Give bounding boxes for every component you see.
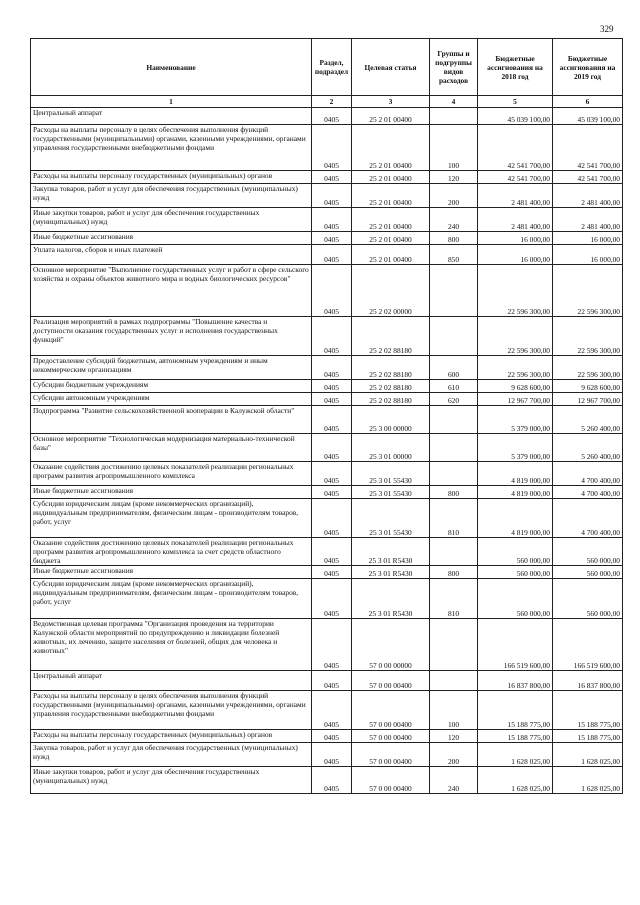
row-alloc-2018: 15 188 775,00 bbox=[478, 730, 553, 743]
row-alloc-2018: 5 379 000,00 bbox=[478, 406, 553, 434]
row-alloc-2018: 42 541 700,00 bbox=[478, 171, 553, 184]
row-expense-group bbox=[430, 406, 478, 434]
row-name: Расходы на выплаты персоналу в целях обеспечения выполнения функций государственными (муниципальными) органами, казенными учреждениями, органами управления государственными внебюджетными фондами bbox=[31, 125, 312, 171]
row-section: 0405 bbox=[312, 730, 352, 743]
row-target-article: 25 3 01 55430 bbox=[352, 499, 430, 538]
row-target-article: 25 2 01 00400 bbox=[352, 108, 430, 125]
row-alloc-2018: 45 039 100,00 bbox=[478, 108, 553, 125]
row-section: 0405 bbox=[312, 462, 352, 486]
row-expense-group: 200 bbox=[430, 184, 478, 208]
row-expense-group bbox=[430, 671, 478, 691]
row-alloc-2018: 12 967 700,00 bbox=[478, 393, 553, 406]
row-name: Иные закупки товаров, работ и услуг для обеспечения государственных (муниципальных) нужд bbox=[31, 767, 312, 794]
row-expense-group bbox=[430, 619, 478, 671]
row-expense-group: 100 bbox=[430, 691, 478, 730]
row-section: 0405 bbox=[312, 538, 352, 566]
row-section: 0405 bbox=[312, 380, 352, 393]
row-section: 0405 bbox=[312, 245, 352, 265]
row-alloc-2018: 22 596 300,00 bbox=[478, 265, 553, 317]
row-alloc-2019: 560 000,00 bbox=[553, 538, 623, 566]
row-target-article: 25 3 01 R5430 bbox=[352, 579, 430, 619]
row-alloc-2018: 16 837 800,00 bbox=[478, 671, 553, 691]
row-target-article: 57 0 00 00000 bbox=[352, 619, 430, 671]
row-section: 0405 bbox=[312, 671, 352, 691]
row-name: Предоставление субсидий бюджетным, автономным учреждениям и иным некоммерческим организациям bbox=[31, 356, 312, 380]
row-target-article: 25 2 01 00400 bbox=[352, 171, 430, 184]
row-alloc-2019: 42 541 700,00 bbox=[553, 171, 623, 184]
row-expense-group: 120 bbox=[430, 730, 478, 743]
row-target-article: 57 0 00 00400 bbox=[352, 743, 430, 767]
budget-table bbox=[30, 38, 623, 794]
table-row bbox=[31, 232, 623, 245]
header-section: Раздел, подраздел bbox=[312, 39, 352, 96]
row-section: 0405 bbox=[312, 393, 352, 406]
row-expense-group: 800 bbox=[430, 232, 478, 245]
table-row bbox=[31, 486, 623, 499]
row-target-article: 57 0 00 00400 bbox=[352, 671, 430, 691]
row-alloc-2018: 15 188 775,00 bbox=[478, 691, 553, 730]
row-target-article: 25 3 01 55430 bbox=[352, 462, 430, 486]
table-row bbox=[31, 184, 623, 208]
row-alloc-2019: 16 837 800,00 bbox=[553, 671, 623, 691]
row-name: Ведомственная целевая программа "Организация проведения на территории Калужской области мероприятий по предупреждению и ликвидации болезней животных, их лечению, защите населения от болезней, общих для человека и животных" bbox=[31, 619, 312, 671]
row-alloc-2019: 4 700 400,00 bbox=[553, 462, 623, 486]
row-alloc-2019: 22 596 300,00 bbox=[553, 356, 623, 380]
table-row bbox=[31, 125, 623, 171]
row-alloc-2018: 9 628 600,00 bbox=[478, 380, 553, 393]
column-number: 3 bbox=[352, 96, 430, 108]
row-alloc-2018: 4 819 000,00 bbox=[478, 499, 553, 538]
row-alloc-2018: 4 819 000,00 bbox=[478, 486, 553, 499]
row-alloc-2019: 4 700 400,00 bbox=[553, 499, 623, 538]
table-row bbox=[31, 108, 623, 125]
row-section: 0405 bbox=[312, 184, 352, 208]
row-alloc-2019: 9 628 600,00 bbox=[553, 380, 623, 393]
row-section: 0405 bbox=[312, 619, 352, 671]
row-name: Иные бюджетные ассигнования bbox=[31, 232, 312, 245]
row-alloc-2019: 1 628 025,00 bbox=[553, 743, 623, 767]
row-target-article: 25 2 01 00400 bbox=[352, 208, 430, 232]
column-number: 6 bbox=[553, 96, 623, 108]
row-section: 0405 bbox=[312, 208, 352, 232]
table-row bbox=[31, 406, 623, 434]
row-alloc-2019: 42 541 700,00 bbox=[553, 125, 623, 171]
row-expense-group: 610 bbox=[430, 380, 478, 393]
row-alloc-2018: 560 000,00 bbox=[478, 538, 553, 566]
row-alloc-2019: 45 039 100,00 bbox=[553, 108, 623, 125]
row-expense-group bbox=[430, 265, 478, 317]
table-row bbox=[31, 317, 623, 356]
row-target-article: 25 2 01 00400 bbox=[352, 245, 430, 265]
row-target-article: 25 3 01 R5430 bbox=[352, 566, 430, 579]
column-number-row bbox=[31, 96, 623, 108]
row-expense-group bbox=[430, 317, 478, 356]
row-alloc-2019: 2 481 400,00 bbox=[553, 184, 623, 208]
row-alloc-2019: 22 596 300,00 bbox=[553, 265, 623, 317]
row-alloc-2018: 2 481 400,00 bbox=[478, 208, 553, 232]
table-row bbox=[31, 743, 623, 767]
row-section: 0405 bbox=[312, 317, 352, 356]
row-target-article: 57 0 00 00400 bbox=[352, 691, 430, 730]
row-target-article: 25 2 02 88180 bbox=[352, 317, 430, 356]
table-row bbox=[31, 579, 623, 619]
row-alloc-2019: 5 260 400,00 bbox=[553, 406, 623, 434]
row-expense-group: 240 bbox=[430, 767, 478, 794]
row-name: Центральный аппарат bbox=[31, 108, 312, 125]
row-name: Иные бюджетные ассигнования bbox=[31, 566, 312, 579]
row-alloc-2018: 16 000,00 bbox=[478, 245, 553, 265]
header-row bbox=[31, 39, 623, 96]
row-section: 0405 bbox=[312, 486, 352, 499]
row-alloc-2019: 22 596 300,00 bbox=[553, 317, 623, 356]
table-row bbox=[31, 619, 623, 671]
row-name: Реализация мероприятий в рамках подпрограммы "Повышение качества и доступности оказания государственных услуг и исполнения государственных функций" bbox=[31, 317, 312, 356]
row-name: Закупка товаров, работ и услуг для обеспечения государственных (муниципальных) нужд bbox=[31, 743, 312, 767]
row-name: Основное мероприятие "Технологическая модернизация материально-технической базы" bbox=[31, 434, 312, 462]
row-target-article: 25 2 02 88180 bbox=[352, 380, 430, 393]
row-section: 0405 bbox=[312, 499, 352, 538]
row-section: 0405 bbox=[312, 265, 352, 317]
header-target-article: Целевая статья bbox=[352, 39, 430, 96]
row-section: 0405 bbox=[312, 356, 352, 380]
row-expense-group bbox=[430, 434, 478, 462]
column-number: 4 bbox=[430, 96, 478, 108]
column-number: 2 bbox=[312, 96, 352, 108]
row-name: Иные закупки товаров, работ и услуг для обеспечения государственных (муниципальных) нужд bbox=[31, 208, 312, 232]
header-alloc-2018: Бюджетные ассигнования на 2018 год bbox=[478, 39, 553, 96]
table-row bbox=[31, 356, 623, 380]
row-target-article: 25 3 01 55430 bbox=[352, 486, 430, 499]
row-target-article: 25 2 01 00400 bbox=[352, 125, 430, 171]
row-section: 0405 bbox=[312, 579, 352, 619]
row-expense-group bbox=[430, 462, 478, 486]
table-row bbox=[31, 265, 623, 317]
row-alloc-2019: 4 700 400,00 bbox=[553, 486, 623, 499]
row-alloc-2019: 12 967 700,00 bbox=[553, 393, 623, 406]
row-expense-group: 100 bbox=[430, 125, 478, 171]
row-section: 0405 bbox=[312, 434, 352, 462]
row-alloc-2019: 1 628 025,00 bbox=[553, 767, 623, 794]
table-row bbox=[31, 730, 623, 743]
row-name: Оказание содействия достижению целевых показателей реализации региональных программ развития агропромышленного комплекса bbox=[31, 462, 312, 486]
row-target-article: 25 3 01 00000 bbox=[352, 434, 430, 462]
row-section: 0405 bbox=[312, 171, 352, 184]
row-alloc-2018: 22 596 300,00 bbox=[478, 317, 553, 356]
column-number: 5 bbox=[478, 96, 553, 108]
row-alloc-2019: 16 000,00 bbox=[553, 245, 623, 265]
row-alloc-2019: 15 188 775,00 bbox=[553, 691, 623, 730]
row-name: Закупка товаров, работ и услуг для обеспечения государственных (муниципальных) нужд bbox=[31, 184, 312, 208]
row-target-article: 25 2 01 00400 bbox=[352, 232, 430, 245]
row-section: 0405 bbox=[312, 406, 352, 434]
row-name: Расходы на выплаты персоналу государственных (муниципальных) органов bbox=[31, 730, 312, 743]
row-alloc-2019: 16 000,00 bbox=[553, 232, 623, 245]
table-row bbox=[31, 538, 623, 566]
row-target-article: 25 2 02 00000 bbox=[352, 265, 430, 317]
header-alloc-2019: Бюджетные ассигнования на 2019 год bbox=[553, 39, 623, 96]
header-name: Наименование bbox=[31, 39, 312, 96]
row-section: 0405 bbox=[312, 125, 352, 171]
row-expense-group: 240 bbox=[430, 208, 478, 232]
row-target-article: 25 2 01 00400 bbox=[352, 184, 430, 208]
row-target-article: 25 3 01 R5430 bbox=[352, 538, 430, 566]
row-alloc-2018: 1 628 025,00 bbox=[478, 767, 553, 794]
table-row bbox=[31, 245, 623, 265]
header-expense-groups: Группы и подгруппы видов расходов bbox=[430, 39, 478, 96]
row-alloc-2019: 560 000,00 bbox=[553, 579, 623, 619]
row-alloc-2018: 4 819 000,00 bbox=[478, 462, 553, 486]
row-name: Основное мероприятие "Выполнение государственных услуг и работ в сфере сельского хозяйства и охраны объектов животного мира и водных биологических ресурсов" bbox=[31, 265, 312, 317]
row-name: Уплата налогов, сборов и иных платежей bbox=[31, 245, 312, 265]
row-alloc-2018: 22 596 300,00 bbox=[478, 356, 553, 380]
row-alloc-2018: 1 628 025,00 bbox=[478, 743, 553, 767]
row-alloc-2018: 5 379 000,00 bbox=[478, 434, 553, 462]
row-name: Расходы на выплаты персоналу в целях обеспечения выполнения функций государственными (муниципальными) органами, казенными учреждениями, органами управления государственными внебюджетными фондами bbox=[31, 691, 312, 730]
table-row bbox=[31, 434, 623, 462]
table-body bbox=[31, 108, 623, 794]
row-expense-group: 620 bbox=[430, 393, 478, 406]
table-row bbox=[31, 380, 623, 393]
row-alloc-2018: 2 481 400,00 bbox=[478, 184, 553, 208]
row-target-article: 57 0 00 00400 bbox=[352, 767, 430, 794]
row-name: Субсидии бюджетным учреждениям bbox=[31, 380, 312, 393]
table-row bbox=[31, 208, 623, 232]
row-alloc-2018: 42 541 700,00 bbox=[478, 125, 553, 171]
row-expense-group: 120 bbox=[430, 171, 478, 184]
row-section: 0405 bbox=[312, 108, 352, 125]
table-row bbox=[31, 462, 623, 486]
row-expense-group: 800 bbox=[430, 566, 478, 579]
row-name: Субсидии автономным учреждениям bbox=[31, 393, 312, 406]
row-target-article: 57 0 00 00400 bbox=[352, 730, 430, 743]
row-alloc-2019: 5 260 400,00 bbox=[553, 434, 623, 462]
row-name: Иные бюджетные ассигнования bbox=[31, 486, 312, 499]
table-row bbox=[31, 671, 623, 691]
row-section: 0405 bbox=[312, 743, 352, 767]
row-alloc-2018: 166 519 600,00 bbox=[478, 619, 553, 671]
row-expense-group bbox=[430, 108, 478, 125]
row-name: Оказание содействия достижению целевых показателей реализации региональных программ развития агропромышленного комплекса за счет средств областного бюджета bbox=[31, 538, 312, 566]
row-expense-group: 800 bbox=[430, 486, 478, 499]
row-section: 0405 bbox=[312, 566, 352, 579]
row-alloc-2018: 16 000,00 bbox=[478, 232, 553, 245]
row-expense-group bbox=[430, 538, 478, 566]
table-row bbox=[31, 499, 623, 538]
row-name: Подпрограмма "Развитие сельскохозяйственной кооперации в Калужской области" bbox=[31, 406, 312, 434]
row-expense-group: 600 bbox=[430, 356, 478, 380]
row-name: Субсидии юридическим лицам (кроме некоммерческих организаций), индивидуальным предпринимателям, физическим лицам - производителям товаров, работ, услуг bbox=[31, 579, 312, 619]
row-section: 0405 bbox=[312, 232, 352, 245]
table-row bbox=[31, 566, 623, 579]
row-expense-group: 850 bbox=[430, 245, 478, 265]
column-number: 1 bbox=[31, 96, 312, 108]
table-row bbox=[31, 393, 623, 406]
row-alloc-2019: 2 481 400,00 bbox=[553, 208, 623, 232]
row-section: 0405 bbox=[312, 691, 352, 730]
row-alloc-2019: 166 519 600,00 bbox=[553, 619, 623, 671]
table-row bbox=[31, 171, 623, 184]
row-alloc-2019: 560 000,00 bbox=[553, 566, 623, 579]
row-expense-group: 810 bbox=[430, 579, 478, 619]
row-alloc-2019: 15 188 775,00 bbox=[553, 730, 623, 743]
row-alloc-2018: 560 000,00 bbox=[478, 566, 553, 579]
row-target-article: 25 2 02 88180 bbox=[352, 356, 430, 380]
table-row bbox=[31, 767, 623, 794]
row-target-article: 25 2 02 88180 bbox=[352, 393, 430, 406]
row-target-article: 25 3 00 00000 bbox=[352, 406, 430, 434]
row-expense-group: 810 bbox=[430, 499, 478, 538]
row-expense-group: 200 bbox=[430, 743, 478, 767]
table-row bbox=[31, 691, 623, 730]
row-name: Расходы на выплаты персоналу государственных (муниципальных) органов bbox=[31, 171, 312, 184]
row-name: Центральный аппарат bbox=[31, 671, 312, 691]
row-name: Субсидии юридическим лицам (кроме некоммерческих организаций), индивидуальным предпринимателям, физическим лицам - производителям товаров, работ, услуг bbox=[31, 499, 312, 538]
row-section: 0405 bbox=[312, 767, 352, 794]
row-alloc-2018: 560 000,00 bbox=[478, 579, 553, 619]
page-number: 329 bbox=[600, 24, 614, 34]
